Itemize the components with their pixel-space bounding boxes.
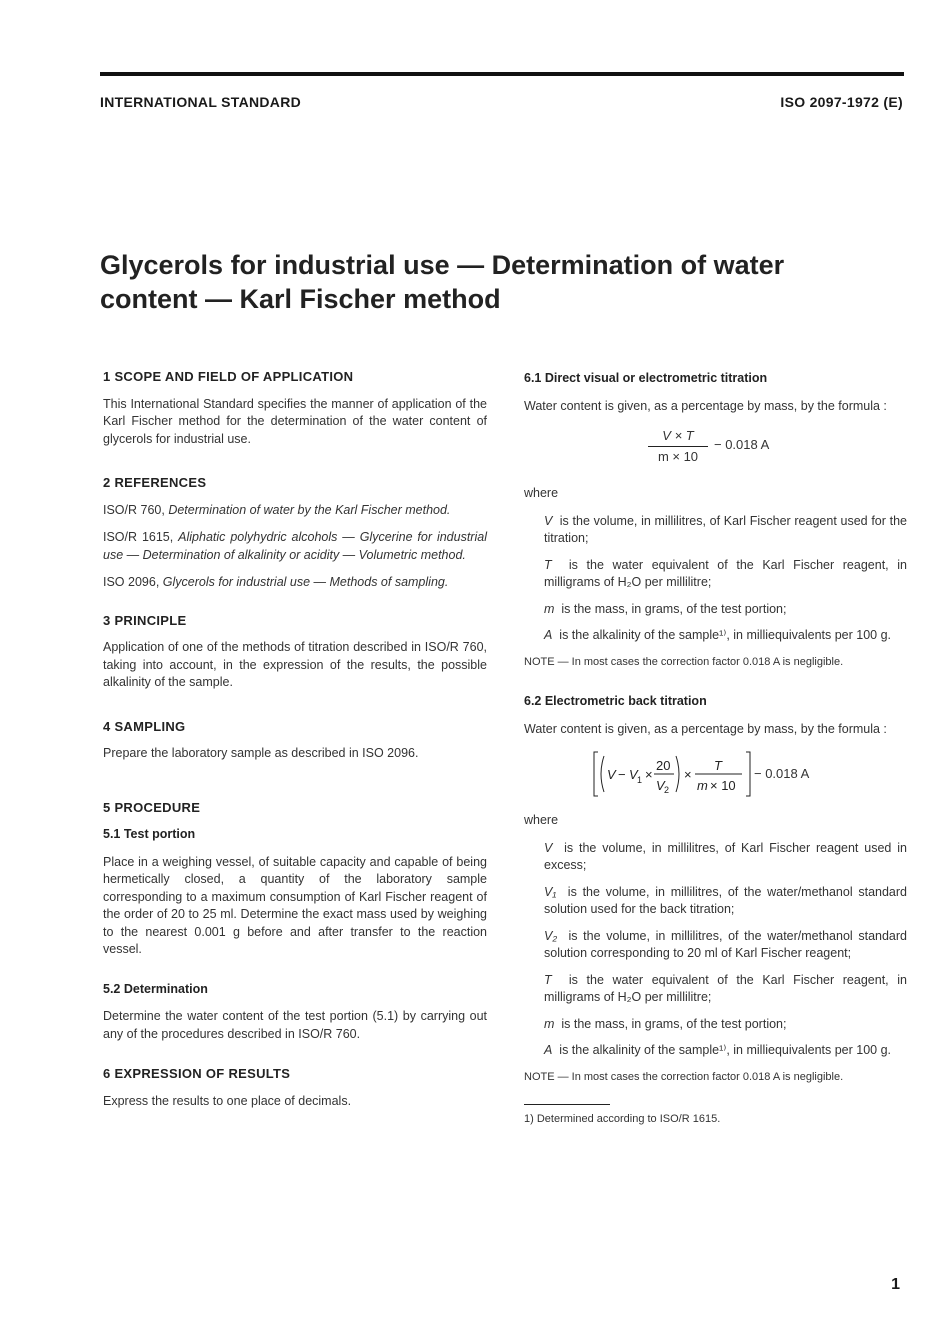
svg-text:1: 1: [637, 775, 643, 785]
section-6-heading: 6 EXPRESSION OF RESULTS: [103, 1066, 291, 1081]
svg-text:V: V: [629, 767, 638, 782]
definition-item: T is the water equivalent of the Karl Fischer reagent, in milligrams of H₂O per millilitre;: [544, 557, 907, 589]
svg-text:×: ×: [645, 767, 653, 782]
section-6-1-heading: 6.1 Direct visual or electrometric titration: [524, 371, 768, 385]
formula-correction-term: − 0.018 A: [754, 766, 810, 781]
reference-item: ISO/R 760, Determination of water by the Karl Fischer method.: [103, 502, 451, 517]
definition-item: m is the mass, in grams, of the test portion;: [544, 1016, 787, 1031]
definition-item: V is the volume, in millilitres, of Karl Fischer reagent used for the titration;: [544, 513, 907, 545]
footnote: 1) Determined according to ISO/R 1615.: [524, 1113, 721, 1125]
section-6-2-intro: Water content is given, as a percentage by mass, by the formula :: [524, 721, 887, 736]
formula-denominator: m × 10: [657, 448, 699, 464]
section-1-text: This International Standard specifies the manner of application of the Karl Fischer method for the determination of the water content of glycerols for industrial use.: [103, 396, 487, 446]
formula-direct-titration: [524, 427, 907, 475]
document-title: Glycerols for industrial use — Determination of water content — Karl Fischer method: [100, 250, 785, 314]
formula-correction-term: − 0.018 A: [714, 437, 770, 452]
standard-number: ISO 2097-1972 (E): [780, 94, 903, 110]
svg-text:2: 2: [664, 785, 670, 795]
footnote-rule: [524, 1104, 610, 1105]
section-5-2-heading: 5.2 Determination: [103, 981, 208, 996]
section-1-heading: 1 SCOPE AND FIELD OF APPLICATION: [103, 369, 354, 384]
section-6-2-heading: 6.2 Electrometric back titration: [524, 694, 707, 708]
svg-text:20: 20: [656, 758, 671, 773]
formula-numerator: V × T: [648, 427, 708, 447]
section-2-heading: 2 REFERENCES: [103, 475, 207, 490]
section-3-text: Application of one of the methods of titration described in ISO/R 760, taking into account, in the expression of the results, the possible alkalinity of the sample.: [103, 640, 487, 689]
reference-item: ISO 2096, Glycerols for industrial use — Methods of sampling.: [103, 575, 449, 589]
standard-type-label: INTERNATIONAL STANDARD: [100, 94, 302, 110]
left-column: [103, 368, 487, 1110]
svg-text:m: m: [697, 778, 708, 793]
right-column: [524, 370, 907, 1129]
svg-text:× 10: × 10: [710, 778, 736, 793]
formula-fraction: [648, 427, 708, 465]
section-4-heading: 4 SAMPLING: [103, 718, 186, 734]
definition-item: m is the mass, in grams, of the test portion;: [544, 601, 787, 616]
definition-item: V₂ is the volume, in millilitres, of the water/methanol standard solution corresponding to 20 ml of Karl Fischer reagent;: [544, 928, 907, 960]
section-5-heading: 5 PROCEDURE: [103, 799, 201, 815]
where-label: where: [524, 486, 559, 500]
section-4-text: Prepare the laboratory sample as described in ISO 2096.: [103, 746, 419, 760]
formula-back-titration: [524, 748, 907, 800]
svg-text:×: ×: [684, 767, 692, 782]
section-5-2-text: Determine the water content of the test portion (5.1) by carrying out any of the procedures described in ISO/R 760.: [103, 1009, 487, 1041]
definition-item: V is the volume, in millilitres, of Karl Fischer reagent used in excess;: [544, 840, 907, 872]
svg-text:T: T: [714, 758, 722, 773]
note-correction-factor: NOTE — In most cases the correction factor 0.018 A is negligible.: [524, 1070, 844, 1083]
section-5-1-text: Place in a weighing vessel, of suitable capacity and capable of being hermetically closed, a quantity of the laboratory sample corresponding to a maximum consumption of Karl Fischer reagent of the order of 20 to 25 ml. Determine the exact mass used by weighing to the nearest 0.001 g before and after transfer to the reaction vessel.: [103, 854, 487, 956]
section-6-1-intro: Water content is given, as a percentage by mass, by the formula :: [524, 398, 887, 413]
definition-item: T is the water equivalent of the Karl Fischer reagent, in milligrams of H₂O per millilitre;: [544, 972, 907, 1004]
section-6-text: Express the results to one place of decimals.: [103, 1093, 352, 1108]
note-correction-factor: NOTE — In most cases the correction factor 0.018 A is negligible.: [524, 655, 844, 668]
svg-text:V: V: [656, 778, 665, 793]
section-5-1-heading: 5.1 Test portion: [103, 827, 196, 841]
header-rule: [100, 72, 904, 76]
section-3-heading: 3 PRINCIPLE: [103, 612, 187, 628]
where-label: where: [524, 813, 559, 827]
svg-text:V: V: [607, 767, 616, 782]
definition-item: A is the alkalinity of the sample¹⁾, in milliequivalents per 100 g.: [544, 628, 892, 642]
page-number: 1: [891, 1276, 900, 1293]
definition-item: A is the alkalinity of the sample¹⁾, in milliequivalents per 100 g.: [544, 1043, 892, 1057]
definition-item: V₁ is the volume, in millilitres, of the water/methanol standard solution used for the back titration;: [544, 884, 907, 916]
svg-text:−: −: [618, 767, 626, 782]
reference-item: ISO/R 1615, Aliphatic polyhydric alcohols — Glycerine for industrial use — Determination of alkalinity or acidity — Volumetric method.: [103, 530, 487, 562]
